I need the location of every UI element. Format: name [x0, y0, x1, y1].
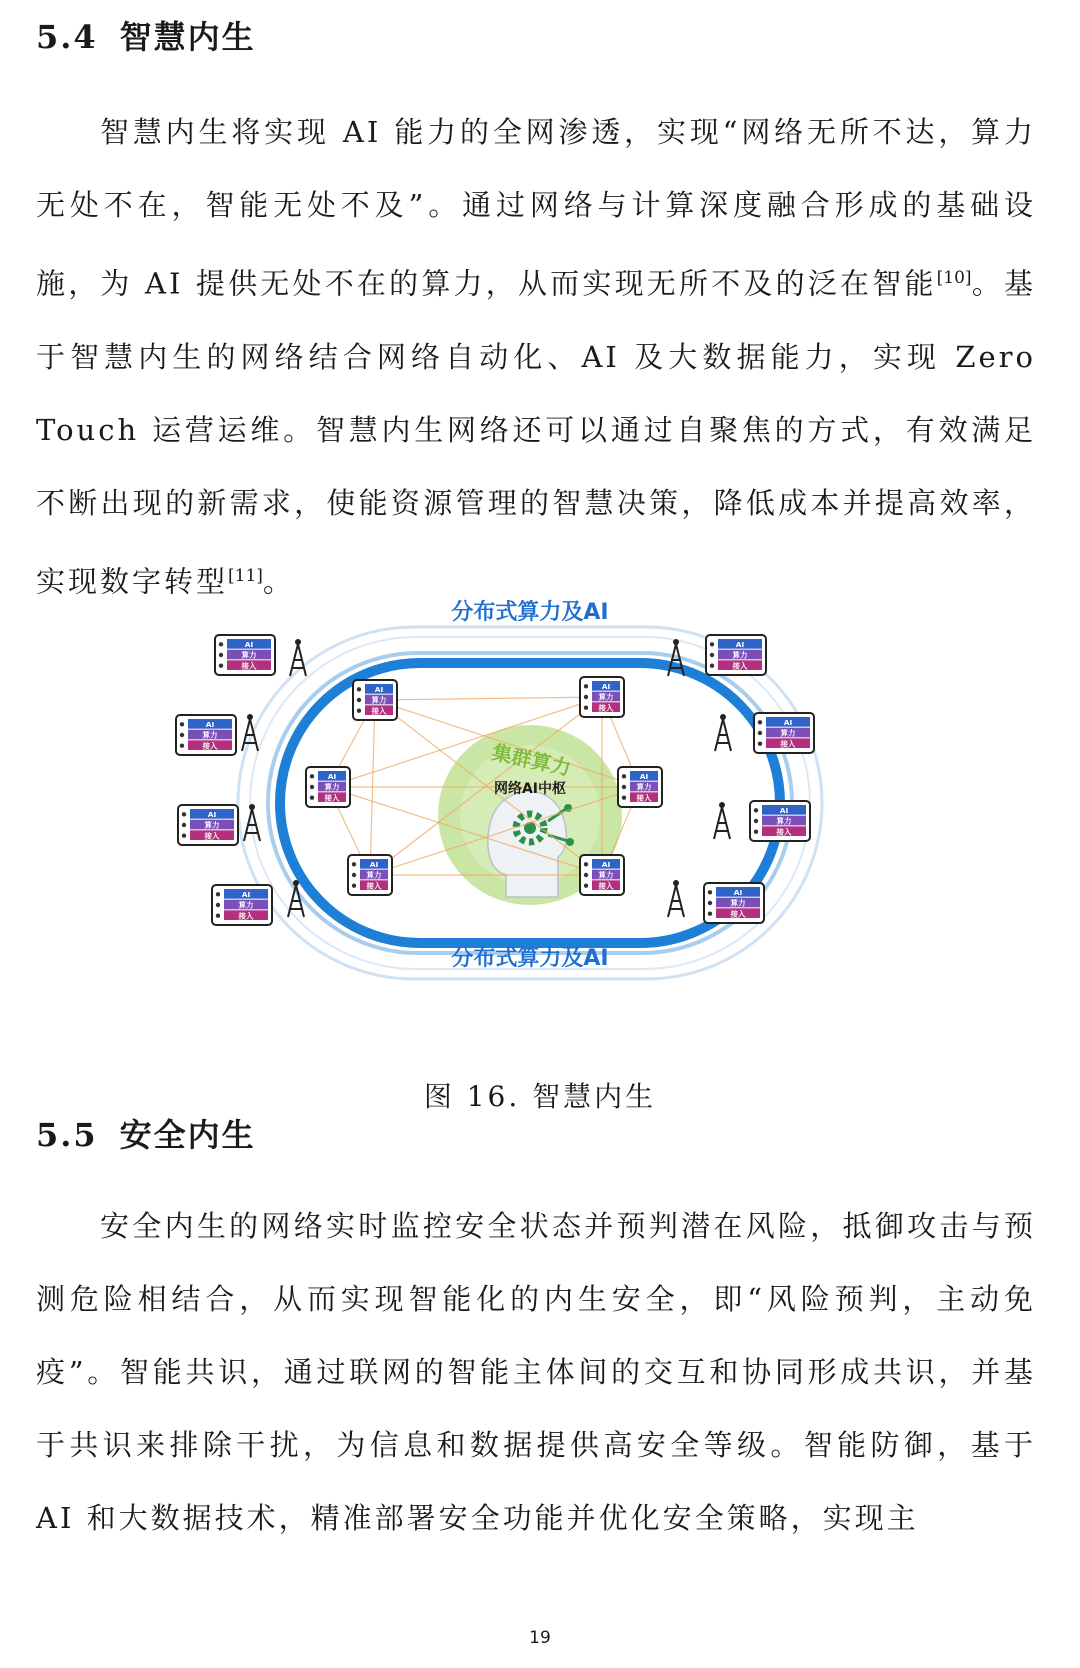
- section-5-5-paragraph: 安全内生的网络实时监控安全状态并预判潜在风险，抵御攻击与预测危险相结合，从而实现智能化的内生安全，即“风险预判，主动免疫”。智能共识，通过联网的智能主体间的交互和协同形成共识，并基于共识来排除干扰，为信息和数据提供高安全等级。智能防御，基于 AI 和大数据技术，精准部署安全功能并优化安全策略，实现主: [36, 1209, 1036, 1535]
- node-row-label: AI: [779, 806, 789, 815]
- node-row-label: 算力: [598, 870, 614, 880]
- node-indicator: [219, 642, 223, 646]
- node-indicator: [219, 653, 223, 657]
- edge-node: [215, 635, 275, 675]
- node-indicator: [219, 663, 223, 667]
- node-indicator: [357, 698, 361, 702]
- node-indicator: [754, 819, 758, 823]
- node-row-label: 接入: [598, 703, 614, 713]
- node-row-label: AI: [244, 640, 254, 649]
- node-row-label: AI: [783, 718, 793, 727]
- node-row-label: 算力: [324, 782, 340, 792]
- node-row-label: AI: [735, 640, 745, 649]
- node-row-label: 接入: [241, 661, 257, 671]
- node-indicator: [310, 795, 314, 799]
- node-row-label: 算力: [238, 900, 254, 910]
- network-diagram: [170, 600, 890, 1025]
- node-indicator: [182, 823, 186, 827]
- node-row-label: AI: [207, 810, 217, 819]
- node-row-label: 接入: [732, 661, 748, 671]
- node-indicator: [622, 795, 626, 799]
- top-ring-label: 分布式算力及AI: [451, 600, 609, 625]
- node-row-label: 算力: [241, 650, 257, 660]
- node-row-label: 接入: [780, 739, 796, 749]
- node-row-label: 算力: [202, 730, 218, 740]
- node-row-label: AI: [601, 860, 611, 869]
- node-row-label: 接入: [366, 881, 382, 891]
- node-indicator: [352, 873, 356, 877]
- node-indicator: [584, 684, 588, 688]
- node-indicator: [584, 873, 588, 877]
- compute-node: [580, 677, 624, 717]
- edge-node: [750, 801, 810, 841]
- node-row-label: 接入: [202, 741, 218, 751]
- edge-node: [178, 805, 238, 845]
- edge-node: [704, 883, 764, 923]
- node-indicator: [710, 642, 714, 646]
- center-subtitle: 网络AI中枢: [493, 781, 567, 797]
- section-heading-5-4: [36, 12, 256, 58]
- node-row-label: AI: [205, 720, 215, 729]
- edge-node: [706, 635, 766, 675]
- node-indicator: [584, 862, 588, 866]
- node-row-label: 算力: [732, 650, 748, 660]
- node-indicator: [708, 911, 712, 915]
- node-row-label: 算力: [598, 692, 614, 702]
- figure-caption: 图 16. 智慧内生: [423, 1080, 657, 1113]
- figure-16: [170, 600, 890, 1025]
- node-row-label: 算力: [636, 782, 652, 792]
- node-indicator: [216, 903, 220, 907]
- node-row-label: 接入: [636, 793, 652, 803]
- node-row-label: 接入: [238, 911, 254, 921]
- citation-ref: [10]: [936, 268, 972, 288]
- center-title: 集群算力: [489, 740, 574, 781]
- node-indicator: [754, 829, 758, 833]
- node-row-label: 接入: [204, 831, 220, 841]
- node-row-label: AI: [369, 860, 379, 869]
- node-indicator: [758, 741, 762, 745]
- edge-node: [176, 715, 236, 755]
- node-row-label: 接入: [598, 881, 614, 891]
- node-row-label: 接入: [324, 793, 340, 803]
- node-indicator: [710, 663, 714, 667]
- node-indicator: [758, 731, 762, 735]
- tower-icon: [668, 880, 684, 917]
- paragraph-text: 。: [262, 564, 295, 599]
- node-indicator: [182, 833, 186, 837]
- node-indicator: [622, 785, 626, 789]
- section-title: 智慧内生: [119, 18, 256, 56]
- node-row-label: AI: [241, 890, 251, 899]
- edge-node: [212, 885, 272, 925]
- tower-icon: [714, 802, 730, 839]
- node-indicator: [584, 883, 588, 887]
- node-row-label: 算力: [204, 820, 220, 830]
- section-number: 5.5: [36, 1116, 98, 1154]
- node-row-label: 算力: [366, 870, 382, 880]
- section-number: 5.4: [36, 18, 98, 56]
- node-indicator: [357, 708, 361, 712]
- node-row-label: 算力: [371, 695, 387, 705]
- node-indicator: [180, 733, 184, 737]
- page-number: 19: [529, 1628, 551, 1648]
- node-row-label: AI: [601, 682, 611, 691]
- node-indicator: [182, 812, 186, 816]
- compute-node: [306, 767, 350, 807]
- node-indicator: [310, 785, 314, 789]
- edge-node: [754, 713, 814, 753]
- node-indicator: [216, 892, 220, 896]
- node-indicator: [584, 695, 588, 699]
- node-indicator: [708, 901, 712, 905]
- node-indicator: [180, 743, 184, 747]
- node-row-label: 接入: [776, 827, 792, 837]
- tower-icon: [242, 714, 258, 751]
- node-indicator: [622, 774, 626, 778]
- node-row-label: 算力: [776, 816, 792, 826]
- node-indicator: [710, 653, 714, 657]
- compute-node: [348, 855, 392, 895]
- node-indicator: [310, 774, 314, 778]
- node-row-label: AI: [327, 772, 337, 781]
- node-indicator: [357, 687, 361, 691]
- node-indicator: [584, 705, 588, 709]
- node-row-label: 接入: [730, 909, 746, 919]
- section-title: 安全内生: [119, 1116, 256, 1154]
- citation-ref: [11]: [228, 565, 263, 586]
- mesh-link: [375, 697, 602, 700]
- node-row-label: AI: [639, 772, 649, 781]
- node-indicator: [352, 883, 356, 887]
- compute-node: [353, 680, 397, 720]
- section-heading-5-5: [36, 1110, 256, 1156]
- node-row-label: AI: [733, 888, 743, 897]
- compute-node: [580, 855, 624, 895]
- tower-icon: [715, 714, 731, 751]
- bottom-ring-label: 分布式算力及AI: [451, 946, 609, 971]
- node-row-label: 接入: [371, 706, 387, 716]
- node-row-label: AI: [374, 685, 384, 694]
- paragraph-text: 。基于智慧内生的网络结合网络自动化、AI 及大数据能力，实现 Zero Touch 运营运维。智慧内生网络还可以通过自聚焦的方式，有效满足不断出现的新需求，使能资源管理的智慧决策，降低成本并提高效率，实现数字转型: [36, 266, 1036, 599]
- node-row-label: 算力: [780, 728, 796, 738]
- node-row-label: 算力: [730, 898, 746, 908]
- node-indicator: [754, 808, 758, 812]
- node-indicator: [758, 720, 762, 724]
- node-indicator: [180, 722, 184, 726]
- paragraph-text: 智慧内生将实现 AI 能力的全网渗透，实现“网络无所不达，算力无处不在，智能无处不及”。通过网络与计算深度融合形成的基础设施，为 AI 提供无处不在的算力，从而实现无所不及的泛在智能: [36, 115, 1036, 301]
- node-indicator: [216, 913, 220, 917]
- section-5-4-paragraph: [36, 96, 1036, 618]
- compute-node: [618, 767, 662, 807]
- node-indicator: [708, 890, 712, 894]
- node-indicator: [352, 862, 356, 866]
